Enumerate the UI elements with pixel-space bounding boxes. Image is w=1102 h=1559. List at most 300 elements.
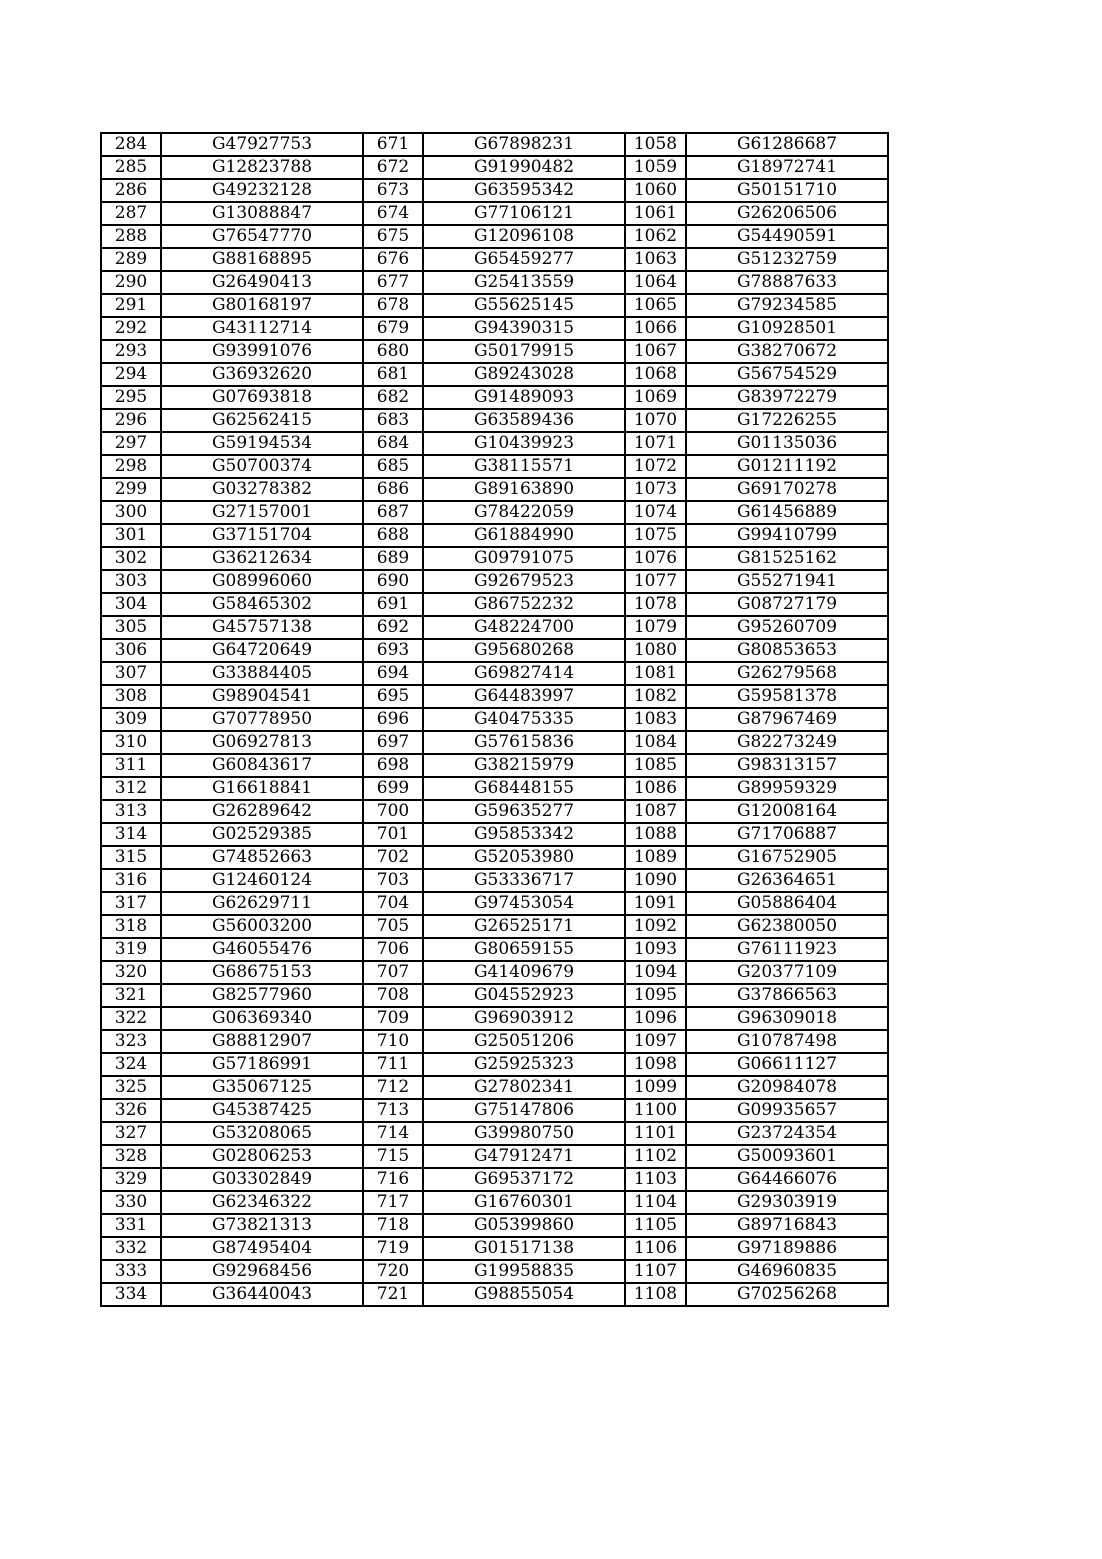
row-number-cell: 713 [363, 1099, 423, 1122]
row-number-cell: 292 [101, 317, 161, 340]
row-number-cell: 318 [101, 915, 161, 938]
code-cell: G20984078 [686, 1076, 888, 1099]
row-number-cell: 1084 [625, 731, 686, 754]
table-row [101, 501, 888, 524]
code-cell: G46055476 [161, 938, 363, 961]
code-cell: G38115571 [423, 455, 625, 478]
table-row [101, 294, 888, 317]
code-cell: G74852663 [161, 846, 363, 869]
code-cell: G62380050 [686, 915, 888, 938]
code-cell: G25051206 [423, 1030, 625, 1053]
table-row [101, 386, 888, 409]
table-row [101, 639, 888, 662]
code-cell: G20377109 [686, 961, 888, 984]
row-number-cell: 1069 [625, 386, 686, 409]
code-cell: G25925323 [423, 1053, 625, 1076]
code-cell: G58465302 [161, 593, 363, 616]
code-cell: G10928501 [686, 317, 888, 340]
code-cell: G37151704 [161, 524, 363, 547]
code-cell: G91489093 [423, 386, 625, 409]
row-number-cell: 719 [363, 1237, 423, 1260]
row-number-cell: 1082 [625, 685, 686, 708]
code-cell: G62346322 [161, 1191, 363, 1214]
code-cell: G87495404 [161, 1237, 363, 1260]
row-number-cell: 677 [363, 271, 423, 294]
code-cell: G06611127 [686, 1053, 888, 1076]
code-cell: G36212634 [161, 547, 363, 570]
row-number-cell: 691 [363, 593, 423, 616]
row-number-cell: 1074 [625, 501, 686, 524]
table-row [101, 179, 888, 202]
row-number-cell: 306 [101, 639, 161, 662]
code-cell: G95260709 [686, 616, 888, 639]
code-cell: G06369340 [161, 1007, 363, 1030]
row-number-cell: 1101 [625, 1122, 686, 1145]
code-cell: G93991076 [161, 340, 363, 363]
row-number-cell: 299 [101, 478, 161, 501]
table-row [101, 1283, 888, 1306]
row-number-cell: 298 [101, 455, 161, 478]
row-number-cell: 1093 [625, 938, 686, 961]
row-number-cell: 1080 [625, 639, 686, 662]
row-number-cell: 320 [101, 961, 161, 984]
row-number-cell: 720 [363, 1260, 423, 1283]
row-number-cell: 1079 [625, 616, 686, 639]
row-number-cell: 701 [363, 823, 423, 846]
table-row [101, 547, 888, 570]
row-number-cell: 285 [101, 156, 161, 179]
table-row [101, 432, 888, 455]
row-number-cell: 301 [101, 524, 161, 547]
row-number-cell: 1087 [625, 800, 686, 823]
code-cell: G19958835 [423, 1260, 625, 1283]
row-number-cell: 1088 [625, 823, 686, 846]
code-cell: G08727179 [686, 593, 888, 616]
code-cell: G43112714 [161, 317, 363, 340]
table-row [101, 1168, 888, 1191]
row-number-cell: 311 [101, 754, 161, 777]
row-number-cell: 1090 [625, 869, 686, 892]
code-cell: G91990482 [423, 156, 625, 179]
code-cell: G03302849 [161, 1168, 363, 1191]
row-number-cell: 332 [101, 1237, 161, 1260]
code-cell: G12008164 [686, 800, 888, 823]
code-cell: G64466076 [686, 1168, 888, 1191]
row-number-cell: 297 [101, 432, 161, 455]
row-number-cell: 697 [363, 731, 423, 754]
row-number-cell: 1100 [625, 1099, 686, 1122]
row-number-cell: 319 [101, 938, 161, 961]
code-cell: G10439923 [423, 432, 625, 455]
row-number-cell: 310 [101, 731, 161, 754]
table-row [101, 731, 888, 754]
row-number-cell: 711 [363, 1053, 423, 1076]
row-number-cell: 296 [101, 409, 161, 432]
code-cell: G67898231 [423, 133, 625, 156]
row-number-cell: 683 [363, 409, 423, 432]
code-cell: G62629711 [161, 892, 363, 915]
row-number-cell: 326 [101, 1099, 161, 1122]
row-number-cell: 1067 [625, 340, 686, 363]
code-cell: G96903912 [423, 1007, 625, 1030]
code-cell: G16618841 [161, 777, 363, 800]
code-cell: G88812907 [161, 1030, 363, 1053]
row-number-cell: 333 [101, 1260, 161, 1283]
row-number-cell: 675 [363, 225, 423, 248]
code-cell: G82577960 [161, 984, 363, 1007]
row-number-cell: 308 [101, 685, 161, 708]
row-number-cell: 1098 [625, 1053, 686, 1076]
code-cell: G59635277 [423, 800, 625, 823]
code-cell: G07693818 [161, 386, 363, 409]
row-number-cell: 1063 [625, 248, 686, 271]
row-number-cell: 1077 [625, 570, 686, 593]
table-row [101, 846, 888, 869]
code-cell: G36932620 [161, 363, 363, 386]
table-row [101, 248, 888, 271]
row-number-cell: 1089 [625, 846, 686, 869]
code-cell: G75147806 [423, 1099, 625, 1122]
row-number-cell: 709 [363, 1007, 423, 1030]
row-number-cell: 317 [101, 892, 161, 915]
row-number-cell: 695 [363, 685, 423, 708]
row-number-cell: 706 [363, 938, 423, 961]
code-cell: G35067125 [161, 1076, 363, 1099]
code-cell: G92968456 [161, 1260, 363, 1283]
code-cell: G64483997 [423, 685, 625, 708]
code-cell: G40475335 [423, 708, 625, 731]
code-cell: G55625145 [423, 294, 625, 317]
code-cell: G82273249 [686, 731, 888, 754]
code-cell: G98855054 [423, 1283, 625, 1306]
row-number-cell: 290 [101, 271, 161, 294]
row-number-cell: 321 [101, 984, 161, 1007]
row-number-cell: 329 [101, 1168, 161, 1191]
code-cell: G77106121 [423, 202, 625, 225]
code-cell: G01517138 [423, 1237, 625, 1260]
code-cell: G38215979 [423, 754, 625, 777]
row-number-cell: 1095 [625, 984, 686, 1007]
code-cell: G80659155 [423, 938, 625, 961]
table-row [101, 1076, 888, 1099]
row-number-cell: 689 [363, 547, 423, 570]
code-cell: G81525162 [686, 547, 888, 570]
code-cell: G94390315 [423, 317, 625, 340]
table-row [101, 478, 888, 501]
row-number-cell: 293 [101, 340, 161, 363]
code-cell: G63589436 [423, 409, 625, 432]
row-number-cell: 704 [363, 892, 423, 915]
code-cell: G47912471 [423, 1145, 625, 1168]
row-number-cell: 1064 [625, 271, 686, 294]
code-cell: G89716843 [686, 1214, 888, 1237]
row-number-cell: 687 [363, 501, 423, 524]
row-number-cell: 1092 [625, 915, 686, 938]
row-number-cell: 1105 [625, 1214, 686, 1237]
row-number-cell: 1091 [625, 892, 686, 915]
row-number-cell: 1102 [625, 1145, 686, 1168]
code-cell: G70778950 [161, 708, 363, 731]
row-number-cell: 1068 [625, 363, 686, 386]
row-number-cell: 1081 [625, 662, 686, 685]
table-row [101, 455, 888, 478]
row-number-cell: 1072 [625, 455, 686, 478]
row-number-cell: 314 [101, 823, 161, 846]
table-row [101, 1237, 888, 1260]
code-cell: G08996060 [161, 570, 363, 593]
code-cell: G78887633 [686, 271, 888, 294]
row-number-cell: 703 [363, 869, 423, 892]
code-cell: G47927753 [161, 133, 363, 156]
code-cell: G79234585 [686, 294, 888, 317]
code-cell: G12460124 [161, 869, 363, 892]
code-cell: G26490413 [161, 271, 363, 294]
row-number-cell: 1076 [625, 547, 686, 570]
code-cell: G63595342 [423, 179, 625, 202]
code-cell: G39980750 [423, 1122, 625, 1145]
row-number-cell: 692 [363, 616, 423, 639]
code-cell: G60843617 [161, 754, 363, 777]
code-cell: G06927813 [161, 731, 363, 754]
row-number-cell: 1066 [625, 317, 686, 340]
table-row [101, 984, 888, 1007]
row-number-cell: 680 [363, 340, 423, 363]
code-cell: G68448155 [423, 777, 625, 800]
row-number-cell: 672 [363, 156, 423, 179]
code-cell: G95853342 [423, 823, 625, 846]
row-number-cell: 1104 [625, 1191, 686, 1214]
code-cell: G64720649 [161, 639, 363, 662]
table-row [101, 133, 888, 156]
table-row [101, 662, 888, 685]
row-number-cell: 1097 [625, 1030, 686, 1053]
row-number-cell: 1094 [625, 961, 686, 984]
code-cell: G62562415 [161, 409, 363, 432]
code-cell: G50700374 [161, 455, 363, 478]
code-cell: G41409679 [423, 961, 625, 984]
row-number-cell: 1073 [625, 478, 686, 501]
table-row [101, 777, 888, 800]
code-cell: G53208065 [161, 1122, 363, 1145]
code-cell: G26525171 [423, 915, 625, 938]
code-cell: G59581378 [686, 685, 888, 708]
row-number-cell: 1062 [625, 225, 686, 248]
table-row [101, 1145, 888, 1168]
table-row [101, 800, 888, 823]
row-number-cell: 328 [101, 1145, 161, 1168]
table-row [101, 1053, 888, 1076]
row-number-cell: 681 [363, 363, 423, 386]
table-row [101, 524, 888, 547]
row-number-cell: 682 [363, 386, 423, 409]
row-number-cell: 1096 [625, 1007, 686, 1030]
row-number-cell: 714 [363, 1122, 423, 1145]
row-number-cell: 334 [101, 1283, 161, 1306]
code-cell: G80168197 [161, 294, 363, 317]
row-number-cell: 718 [363, 1214, 423, 1237]
row-number-cell: 1108 [625, 1283, 686, 1306]
code-cell: G01135036 [686, 432, 888, 455]
code-cell: G09935657 [686, 1099, 888, 1122]
table-row [101, 616, 888, 639]
code-cell: G18972741 [686, 156, 888, 179]
code-cell: G98313157 [686, 754, 888, 777]
row-number-cell: 1061 [625, 202, 686, 225]
code-cell: G51232759 [686, 248, 888, 271]
row-number-cell: 1060 [625, 179, 686, 202]
code-cell: G02529385 [161, 823, 363, 846]
row-number-cell: 316 [101, 869, 161, 892]
table-row [101, 1191, 888, 1214]
row-number-cell: 330 [101, 1191, 161, 1214]
row-number-cell: 1058 [625, 133, 686, 156]
row-number-cell: 1086 [625, 777, 686, 800]
table-row [101, 915, 888, 938]
row-number-cell: 685 [363, 455, 423, 478]
table-row [101, 708, 888, 731]
table-row [101, 1122, 888, 1145]
row-number-cell: 674 [363, 202, 423, 225]
row-number-cell: 671 [363, 133, 423, 156]
code-cell: G97189886 [686, 1237, 888, 1260]
row-number-cell: 284 [101, 133, 161, 156]
table-row [101, 1030, 888, 1053]
table-row [101, 593, 888, 616]
table-row [101, 754, 888, 777]
row-number-cell: 324 [101, 1053, 161, 1076]
row-number-cell: 309 [101, 708, 161, 731]
code-cell: G01211192 [686, 455, 888, 478]
table-row [101, 363, 888, 386]
code-cell: G61884990 [423, 524, 625, 547]
table-row [101, 1007, 888, 1030]
row-number-cell: 1065 [625, 294, 686, 317]
row-number-cell: 312 [101, 777, 161, 800]
code-cell: G99410799 [686, 524, 888, 547]
code-cell: G57615836 [423, 731, 625, 754]
code-cell: G16760301 [423, 1191, 625, 1214]
row-number-cell: 708 [363, 984, 423, 1007]
row-number-cell: 699 [363, 777, 423, 800]
row-number-cell: 715 [363, 1145, 423, 1168]
row-number-cell: 712 [363, 1076, 423, 1099]
table-row [101, 202, 888, 225]
row-number-cell: 710 [363, 1030, 423, 1053]
code-cell: G89163890 [423, 478, 625, 501]
code-cell: G96309018 [686, 1007, 888, 1030]
row-number-cell: 694 [363, 662, 423, 685]
code-cell: G78422059 [423, 501, 625, 524]
row-number-cell: 707 [363, 961, 423, 984]
code-cell: G76547770 [161, 225, 363, 248]
code-cell: G89243028 [423, 363, 625, 386]
row-number-cell: 696 [363, 708, 423, 731]
code-cell: G56754529 [686, 363, 888, 386]
table-row [101, 570, 888, 593]
table-row [101, 340, 888, 363]
row-number-cell: 716 [363, 1168, 423, 1191]
code-cell: G23724354 [686, 1122, 888, 1145]
row-number-cell: 289 [101, 248, 161, 271]
code-cell: G98904541 [161, 685, 363, 708]
row-number-cell: 323 [101, 1030, 161, 1053]
code-cell: G36440043 [161, 1283, 363, 1306]
row-number-cell: 322 [101, 1007, 161, 1030]
row-number-cell: 302 [101, 547, 161, 570]
code-cell: G95680268 [423, 639, 625, 662]
code-cell: G09791075 [423, 547, 625, 570]
code-cell: G52053980 [423, 846, 625, 869]
code-cell: G33884405 [161, 662, 363, 685]
code-cell: G37866563 [686, 984, 888, 1007]
code-cell: G61456889 [686, 501, 888, 524]
row-number-cell: 307 [101, 662, 161, 685]
code-cell: G65459277 [423, 248, 625, 271]
row-number-cell: 1099 [625, 1076, 686, 1099]
code-cell: G59194534 [161, 432, 363, 455]
row-number-cell: 294 [101, 363, 161, 386]
table-row [101, 1099, 888, 1122]
code-cell: G50093601 [686, 1145, 888, 1168]
row-number-cell: 702 [363, 846, 423, 869]
row-number-cell: 303 [101, 570, 161, 593]
code-cell: G68675153 [161, 961, 363, 984]
table-row [101, 823, 888, 846]
code-cell: G05886404 [686, 892, 888, 915]
table-row [101, 938, 888, 961]
code-cell: G55271941 [686, 570, 888, 593]
code-cell: G70256268 [686, 1283, 888, 1306]
code-cell: G25413559 [423, 271, 625, 294]
row-number-cell: 1078 [625, 593, 686, 616]
row-number-cell: 1083 [625, 708, 686, 731]
table-row [101, 225, 888, 248]
code-cell: G92679523 [423, 570, 625, 593]
code-cell: G61286687 [686, 133, 888, 156]
code-cell: G26364651 [686, 869, 888, 892]
row-number-cell: 1106 [625, 1237, 686, 1260]
code-cell: G17226255 [686, 409, 888, 432]
row-number-cell: 1075 [625, 524, 686, 547]
row-number-cell: 1103 [625, 1168, 686, 1191]
row-number-cell: 325 [101, 1076, 161, 1099]
code-cell: G76111923 [686, 938, 888, 961]
row-number-cell: 315 [101, 846, 161, 869]
code-cell: G57186991 [161, 1053, 363, 1076]
row-number-cell: 698 [363, 754, 423, 777]
code-cell: G89959329 [686, 777, 888, 800]
code-cell: G26206506 [686, 202, 888, 225]
code-cell: G69827414 [423, 662, 625, 685]
code-cell: G48224700 [423, 616, 625, 639]
code-cell: G45757138 [161, 616, 363, 639]
table-row [101, 156, 888, 179]
row-number-cell: 304 [101, 593, 161, 616]
row-number-cell: 1085 [625, 754, 686, 777]
code-cell: G12823788 [161, 156, 363, 179]
code-cell: G38270672 [686, 340, 888, 363]
code-cell: G27157001 [161, 501, 363, 524]
row-number-cell: 705 [363, 915, 423, 938]
code-cell: G12096108 [423, 225, 625, 248]
code-cell: G50179915 [423, 340, 625, 363]
code-cell: G87967469 [686, 708, 888, 731]
code-cell: G46960835 [686, 1260, 888, 1283]
row-number-cell: 291 [101, 294, 161, 317]
code-cell: G02806253 [161, 1145, 363, 1168]
code-cell: G03278382 [161, 478, 363, 501]
code-cell: G04552923 [423, 984, 625, 1007]
